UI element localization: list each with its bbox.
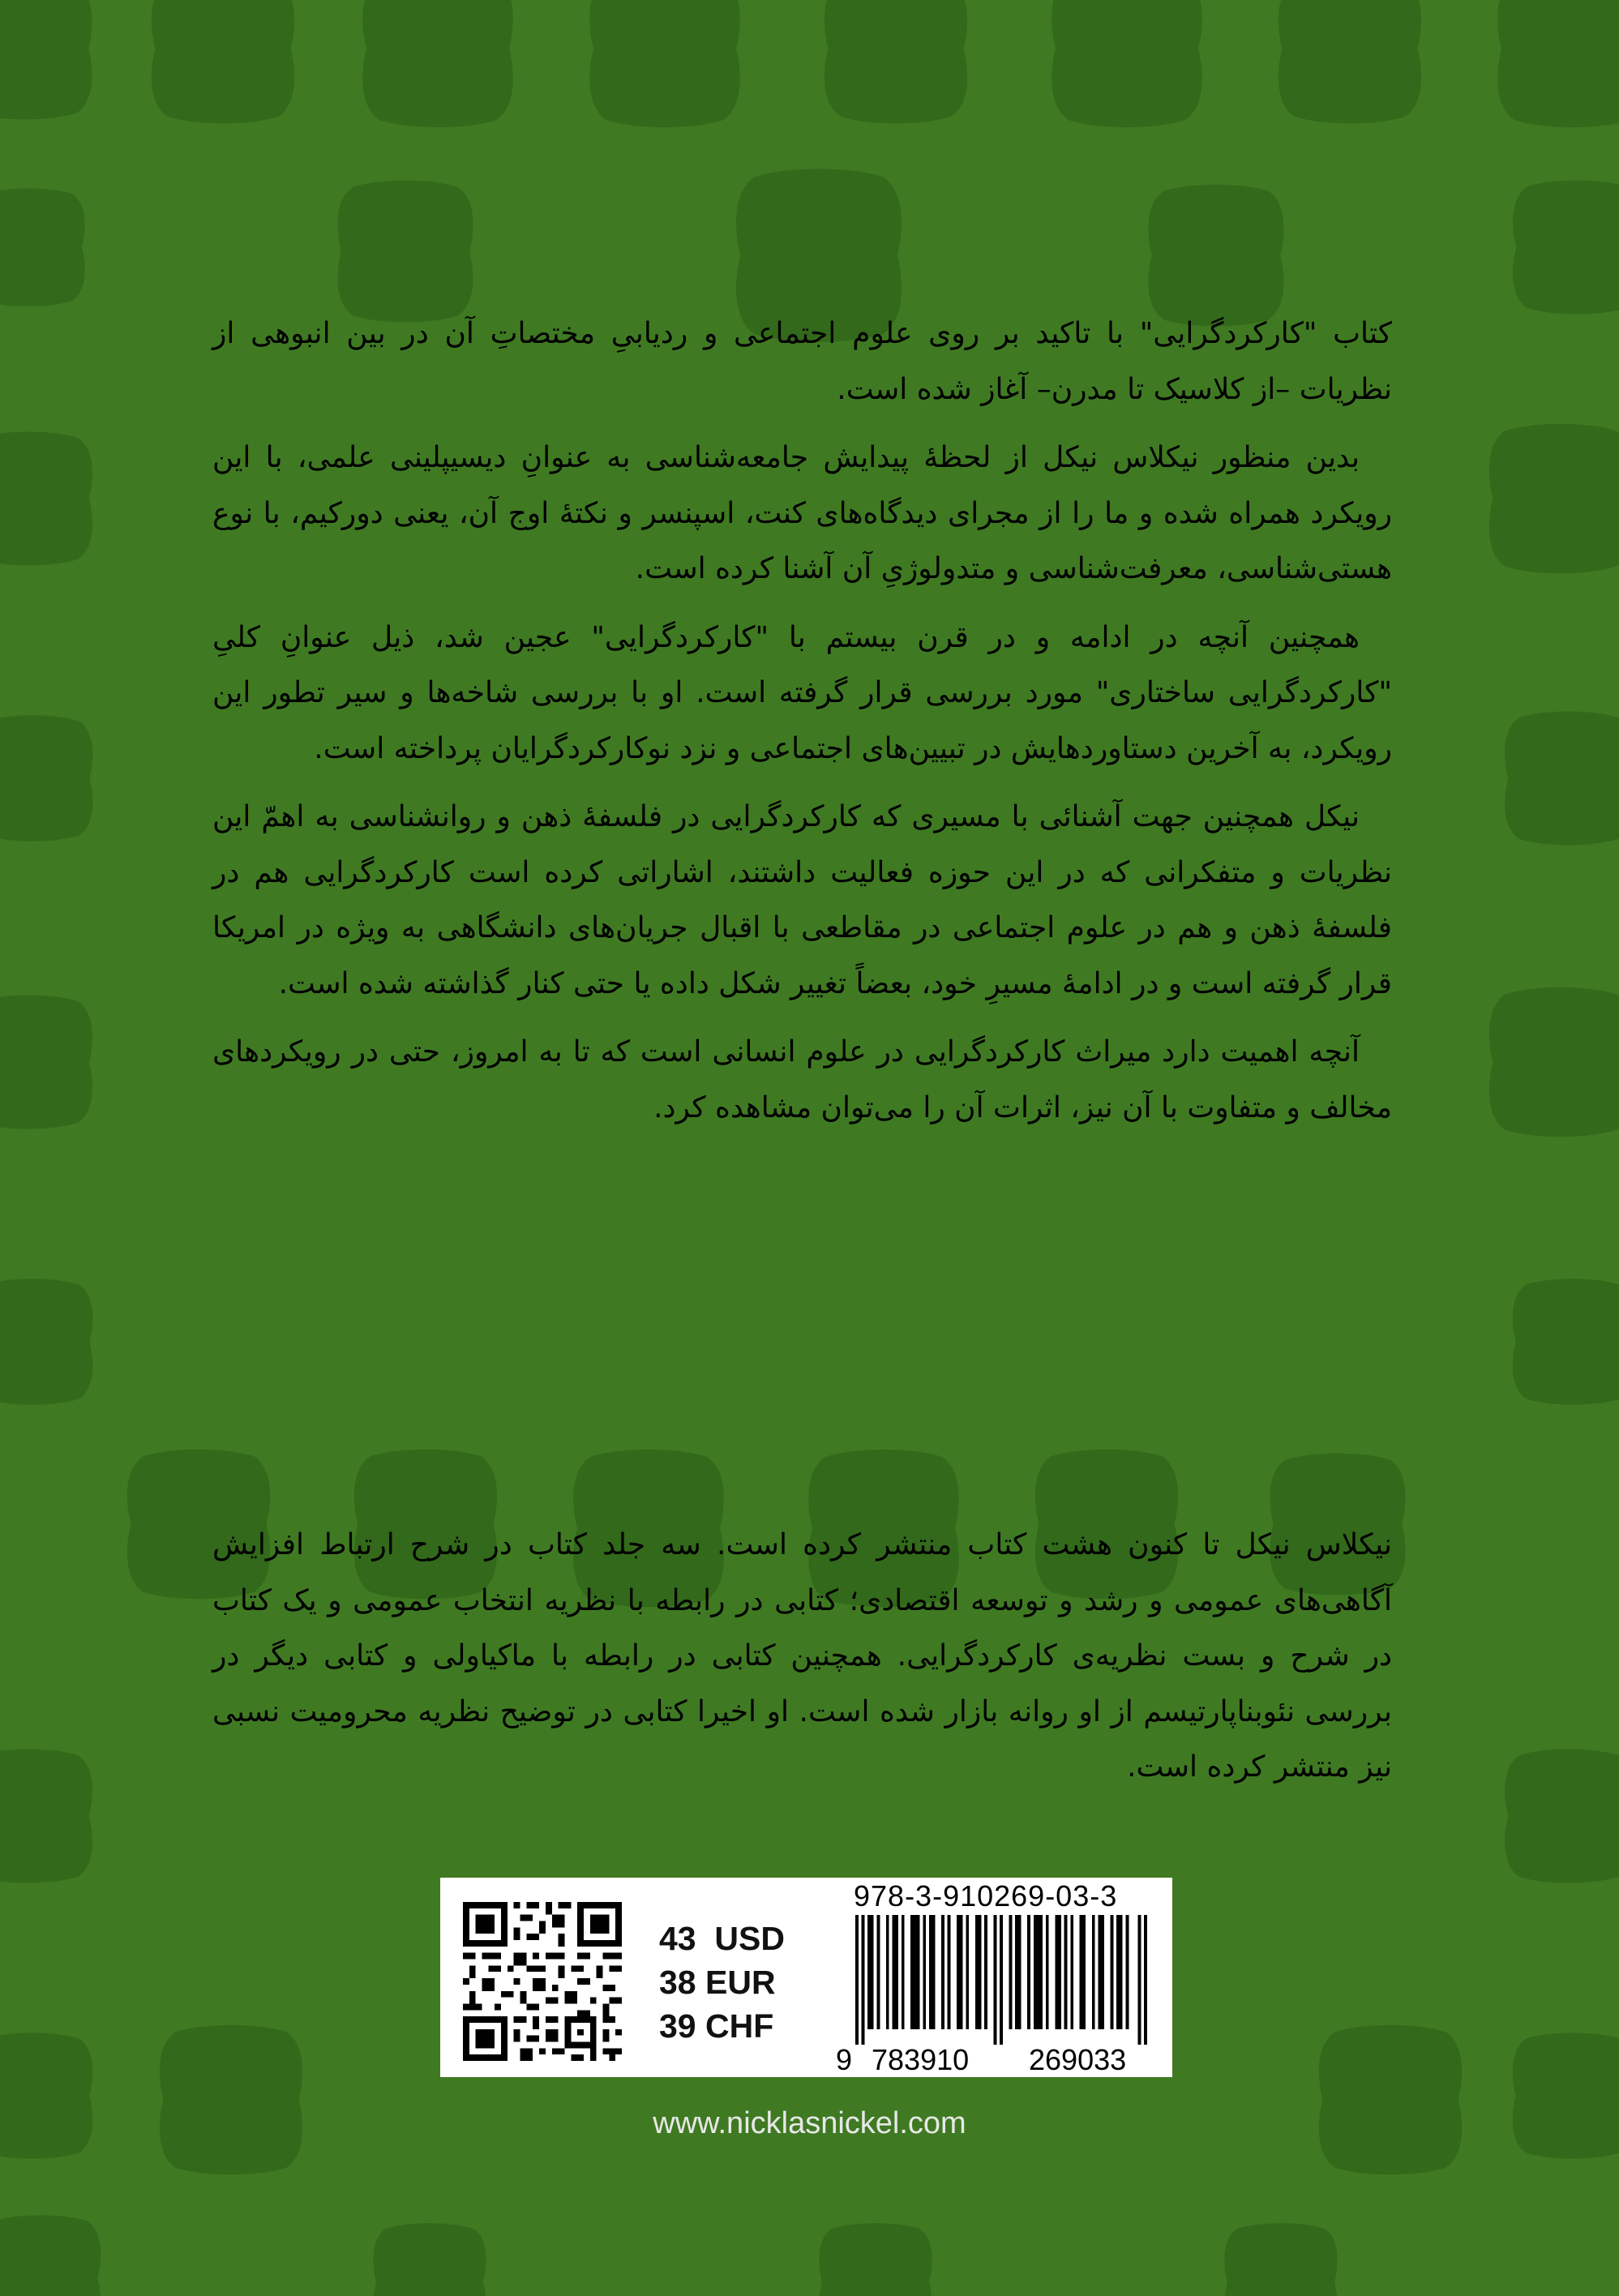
ean-group-3: 269033 bbox=[1029, 2043, 1127, 2076]
isbn-number: 978-3-910269-03-3 bbox=[854, 1879, 1118, 1913]
author-bio bbox=[212, 1518, 1392, 1809]
qr-code-icon bbox=[463, 1902, 622, 2061]
price-usd: 43 USD bbox=[659, 1920, 785, 1957]
price-eur: 38 EUR bbox=[659, 1964, 776, 2001]
price-chf: 39 CHF bbox=[659, 2007, 774, 2045]
price-barcode-box bbox=[440, 1878, 1172, 2077]
book-description bbox=[212, 306, 1392, 1149]
author-bio-text: نیکلاس نیکل تا کنون هشت کتاب منتشر کرده است. سه جلد کتاب در شرح ارتباط افزایش آگاهی‌های عمومی و رشد و توسعه اقتصادی؛ کتابی در رابطه با نظریه انتخاب عمومی و یک کتاب در شرح و بست نظریه‌ی کارکردگرایی. همچنین کتابی در رابطه با ماکیاولی و کتابی دیگر در بررسی نئوبناپارتیسم از او روانه بازار شده است. او اخیرا کتابی در توضیح نظریه محرومیت نسبی نیز منتشر کرده است. bbox=[212, 1528, 1392, 1784]
price-list bbox=[659, 1917, 785, 2048]
description-paragraph-2: بدین منظور نیکلاس نیکل از لحظۀ پیدایش جامعه‌شناسی به عنوانِ دیسیپلینی علمی، با این رویکرد همراه شده و ما را از مجرای دیدگاه‌های کنت، اسپنسر و نکتۀ اوج آن، یعنی دورکیم، با نوع هستی‌شناسی، معرفت‌شناسی و متدولوژیِ آن آشنا کرده است. bbox=[212, 441, 1392, 585]
description-paragraph-4: نیکل همچنین جهت آشنائی با مسیری که کارکردگرایی در فلسفۀ ذهن و روانشناسی به اهمّ این نظریات و متفکرانی که در این حوزه فعالیت داشتند، اشاراتی کرده است کارکردگرایی هم در فلسفۀ ذهن و هم در علوم اجتماعی در مقاطعی با اقبال جریان‌های دانشگاهی به ویژه در امریکا قرار گرفته است و در ادامۀ مسیرِ خود، بعضاً تغییر شکل داده یا حتی کنار گذاشته شده است. bbox=[212, 800, 1392, 1000]
description-paragraph-5: آنچه اهمیت دارد میراث کارکردگرایی در علوم انسانی است که تا به امروز، حتی در رویکردهای مخالف و متفاوت با آن نیز، اثرات آن را می‌توان مشاهده کرد. bbox=[212, 1035, 1392, 1124]
ean-group-2: 783910 bbox=[872, 2043, 970, 2076]
ean-group-1: 9 bbox=[836, 2043, 853, 2076]
description-paragraph-1: کتاب "کارکردگرایی" با تاکید بر روی علوم اجتماعی و ردیابیِ مختصاتِ آن در بین انبوهی از نظریات –از کلاسیک تا مدرن– آغاز شده است. bbox=[212, 317, 1392, 406]
description-paragraph-3: همچنین آنچه در ادامه و در قرن بیستم با "کارکردگرایی" عجین شد، ذیل عنوانِ کلیِ "کارکردگرایی ساختاری" مورد بررسی قرار گرفته است. او با بررسی شاخه‌ها و سیر تطور این رویکرد، به آخرین دستاوردهایش در تبیین‌های اجتماعی و نزد نوکارکردگرایان پرداخته است. bbox=[212, 620, 1392, 765]
website-url: www.nicklasnickel.com bbox=[653, 2106, 966, 2140]
barcode-icon bbox=[855, 1915, 1147, 2045]
